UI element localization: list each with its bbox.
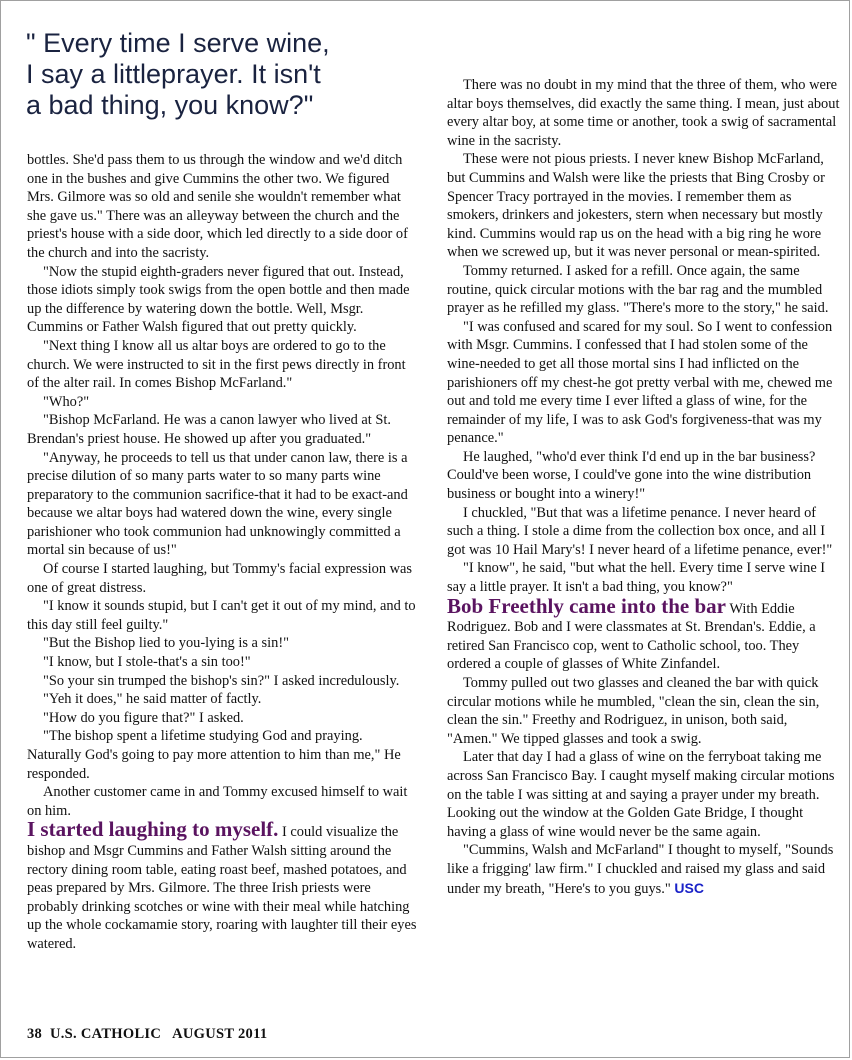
paragraph: "I know it sounds stupid, but I can't get it out of my mind, and to this day still feel guilty." — [27, 598, 416, 633]
page-folio: 38 U.S. CATHOLIC AUGUST 2011 — [27, 1026, 268, 1042]
paragraph: "Anyway, he proceeds to tell us that under canon law, there is a precise dilution of so many parts water to so many parts wine preparatory to the communion sacrifice-that it had to be exact-and because we altar boys had watered down the wine, every single parishioner who took communion had unknowingly committed a mortal sin because of us!" — [27, 449, 408, 559]
paragraph: These were not pious priests. I never knew Bishop McFarland, but Cummins and Walsh were like the priests that Bing Crosby or Spencer Tracy portrayed in the movies. I remember them as smokers, drinkers and jokesters, stern when necessary but mostly kind. Cummins would rap us on the head with a big ring he wore when we screwed up, but it was never personal or mean-spirited. — [447, 151, 825, 261]
pull-quote-line: I say a littleprayer. It isn't — [26, 59, 321, 89]
paragraph: "The bishop spent a lifetime studying God and praying. Naturally God's going to pay more attention to him than me," He responded. — [27, 728, 401, 782]
left-column — [27, 151, 419, 954]
section-heading: I started laughing to myself. — [27, 817, 279, 842]
section-heading: Bob Freethly came into the bar — [447, 593, 726, 618]
paragraph: bottles. She'd pass them to us through the window and we'd ditch one in the bushes and give Cummins the other two. We figured Mrs. Gilmore was so old and senile she wouldn't remember what she gave us." There was an alleyway between the church and the priest's house with a side door, which led directly to a side door of the church and into the sacristy. — [27, 152, 408, 261]
paragraph: "Who?" — [43, 393, 90, 410]
paragraph: "Yeh it does," he said matter of factly. — [43, 691, 262, 708]
paragraph: "Bishop McFarland. He was a canon lawyer who lived at St. Brendan's priest house. He showed up after you graduated." — [27, 412, 391, 447]
paragraph: I chuckled, "But that was a lifetime penance. I never heard of such a thing. I stole a dime from the collection box once, and all I got was 10 Hail Mary's! I never heard of a lifetime penance, ever!" — [447, 504, 833, 558]
section-paragraph — [27, 817, 419, 953]
paragraph: "I was confused and scared for my soul. So I went to confession with Msgr. Cummins. I confessed that I had stolen some of the wine-needed to get all those mortal sins I had inflicted on the parishioners off my chest-he got pretty verbal with me, chewed me out and told me every time I ever lifted a glass of wine, for the remainder of my life, I was to ask God's forgiveness-that was my penance." — [447, 318, 833, 447]
paragraph: "I know", he said, "but what the hell. Every time I serve wine I say a little prayer. It isn't a bad thing, you know?" — [447, 560, 826, 596]
paragraph: "How do you figure that?" I asked. — [43, 709, 244, 726]
pull-quote-line: a bad thing, you know?" — [26, 90, 314, 120]
paragraph: Of course I started laughing, but Tommy's facial expression was one of great distress. — [27, 561, 412, 596]
paragraph: Tommy returned. I asked for a refill. Once again, the same routine, quick circular motions with the bar rag and the mumbled prayer as he refilled my glass. "There's more to the story," he said. — [447, 262, 829, 317]
paragraph: Later that day I had a glass of wine on the ferryboat taking me across San Francisco Bay. I caught myself making circular motions on the table I was sitting at and saying a prayer under my breath. Looking out the window at the Golden Gate Bridge, I thought having a glass of wine would never be the same again. — [447, 749, 835, 840]
paragraph: "So your sin trumped the bishop's sin?" I asked incredulously. — [43, 672, 400, 689]
pull-quote — [26, 28, 426, 121]
end-mark: USC — [674, 879, 704, 896]
paragraph: He laughed, "who'd ever think I'd end up in the bar business? Could've been worse, I could've gone into the wine distribution business or bought into a winery!" — [447, 448, 816, 503]
final-paragraph-text: "Cummins, Walsh and McFarland" I thought to myself, "Sounds like a frigging' law firm." I chuckled and raised my glass and said under my breath, "Here's to you guys." — [447, 842, 834, 897]
right-column — [447, 76, 840, 898]
paragraph: Another customer came in and Tommy excused himself to wait on him. — [27, 784, 408, 819]
section-lead-text: I could visualize the bishop and Msgr Cummins and Father Walsh sitting around the rectory dining room table, eating roast beef, mashed potatoes, and peas prepared by Mrs. Gilmore. The three Irish priests were probably drinking scotches or wine with their meal while hatching up the whole cockamamie story, roaring with laughter till their eyes watered. — [27, 824, 417, 952]
paragraph: "Next thing I know all us altar boys are ordered to go to the church. We were instructed to sit in the first pews directly in front of the alter rail. In comes Bishop McFarland." — [27, 337, 406, 392]
paragraph: "I know, but I stole-that's a sin too!" — [43, 654, 251, 671]
paragraph: "But the Bishop lied to you-lying is a sin!" — [43, 635, 289, 652]
final-paragraph — [447, 841, 840, 898]
pull-quote-line: " Every time I serve wine, — [26, 28, 330, 58]
paragraph: "Now the stupid eighth-graders never figured that out. Instead, those idiots simply took swigs from the open bottle and then made up the difference by watering down the bottle. Well, Msgr. Cummins or Father Walsh figured that out pretty quickly. — [27, 263, 410, 336]
paragraph: There was no doubt in my mind that the three of them, who were altar boys themselves, did exactly the same thing. I mean, just about every altar boy, at some time or another, took a swig of sacramental wine in the sacristy. — [447, 77, 840, 149]
section-paragraph — [447, 593, 840, 674]
section-lead-text: With Eddie Rodriguez. Bob and I were classmates at St. Brendan's. Eddie, a retired San Francisco cop, went to Catholic school, too. They ordered a couple of glasses of White Zinfandel. — [447, 600, 816, 673]
paragraph: Tommy pulled out two glasses and cleaned the bar with quick circular motions while he mumbled, "clean the sin, clean the sin, clean the sin." Freethy and Rodriguez, in unison, both said, "Amen." We tipped glasses and took a swig. — [447, 675, 820, 747]
